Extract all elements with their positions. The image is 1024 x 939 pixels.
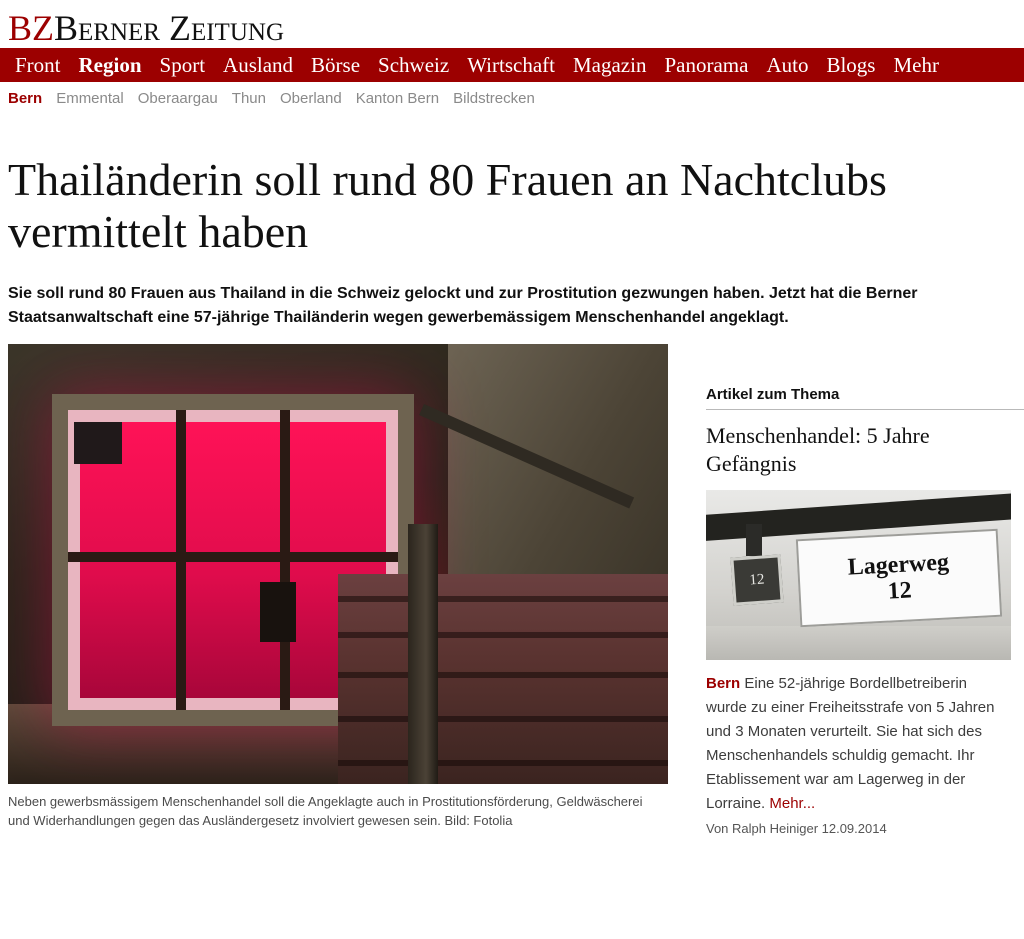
- related-article-byline: Von Ralph Heiniger 12.09.2014: [706, 821, 887, 836]
- related-image-lower-wall: [706, 626, 1011, 660]
- image-stair-step: [338, 760, 668, 766]
- article-lead-image: [8, 344, 668, 784]
- related-article-teaser-text: Eine 52-jährige Bordellbetreiberin wurde zu einer Freiheitsstrafe von 5 Jahren und 3 Monaten verurteilt. Sie hat sich des Menschenhandels schuldig gemacht. Ihr Etablissement war am Lagerweg in der Lorraine.: [706, 675, 995, 812]
- related-article-image[interactable]: [706, 490, 1011, 660]
- nav-item-ausland[interactable]: Ausland: [223, 53, 294, 77]
- article-content: [0, 154, 1024, 838]
- related-article-headline[interactable]: Menschenhandel: 5 Jahre Gefängnis: [706, 423, 930, 476]
- image-stair-step: [338, 596, 668, 602]
- nav-item-panorama[interactable]: Panorama: [664, 53, 749, 77]
- nav-item-boerse[interactable]: Börse: [311, 53, 361, 77]
- nav-item-wirtschaft[interactable]: Wirtschaft: [467, 53, 555, 77]
- subnav-item-thun[interactable]: Thun: [231, 89, 266, 107]
- related-image-street-sign: [796, 529, 1002, 627]
- image-wall-plate: [74, 422, 122, 464]
- subnav-item-bildstrecken[interactable]: Bildstrecken: [453, 89, 535, 107]
- related-article-teaser: [706, 672, 1011, 816]
- image-caption: Neben gewerbsmässigem Menschenhandel soll die Angeklagte auch in Prostitutionsförderung, Geldwäscherei und Widerhandlungen gegen das Ausländergesetz involviert gewesen sein. Bild: Fotolia: [8, 794, 643, 828]
- sidebar-section-title: Artikel zum Thema: [706, 386, 1024, 410]
- nav-item-magazin[interactable]: Magazin: [572, 53, 647, 77]
- nav-item-schweiz[interactable]: Schweiz: [378, 53, 450, 77]
- nav-item-sport[interactable]: Sport: [159, 53, 206, 77]
- street-sign-line-1: Lagerweg: [847, 549, 950, 581]
- article-main-column: [8, 344, 668, 838]
- logo-name: Berner Zeitung: [54, 8, 284, 48]
- article-lead: Sie soll rund 80 Frauen aus Thailand in die Schweiz gelockt und zur Prostitution gezwungen haben. Jetzt hat die Berner Staatsanwaltschaft eine 57-jährige Thailänderin wegen gewerbemässigem Menschenhandel angeklagt.: [8, 285, 918, 326]
- subnav-item-oberaargau[interactable]: Oberaargau: [137, 89, 218, 107]
- nav-item-blogs[interactable]: Blogs: [826, 53, 876, 77]
- body-columns: [8, 344, 1016, 838]
- subnav-item-bern[interactable]: Bern: [8, 89, 43, 107]
- nav-item-region[interactable]: Region: [78, 53, 142, 77]
- related-image-lamp: [746, 524, 762, 556]
- sub-navigation[interactable]: [0, 82, 1024, 112]
- sidebar: [706, 344, 1024, 838]
- nav-item-auto[interactable]: Auto: [766, 53, 809, 77]
- main-navigation[interactable]: [0, 48, 1024, 82]
- subnav-item-oberland[interactable]: Oberland: [279, 89, 342, 107]
- image-stair-step: [338, 716, 668, 722]
- nav-item-mehr[interactable]: Mehr: [893, 53, 939, 77]
- nav-item-front[interactable]: Front: [15, 53, 61, 77]
- related-article-more-link[interactable]: Mehr...: [769, 795, 816, 812]
- masthead: [0, 0, 1024, 48]
- image-stair-step: [338, 632, 668, 638]
- image-dark-box: [260, 582, 296, 642]
- street-sign-line-2: 12: [887, 577, 913, 605]
- subnav-item-kanton-bern[interactable]: Kanton Bern: [355, 89, 440, 107]
- image-stairs: [338, 574, 668, 784]
- subnav-item-emmental[interactable]: Emmental: [56, 89, 124, 107]
- image-newel-post: [408, 524, 438, 784]
- image-stair-step: [338, 672, 668, 678]
- related-article-dateline: Bern: [706, 675, 741, 692]
- logo-initials: BZ: [8, 8, 55, 48]
- related-image-house-number-plate: 12: [730, 554, 783, 605]
- article-headline: Thailänderin soll rund 80 Frauen an Nachtclubs vermittelt haben: [8, 154, 887, 257]
- site-logo[interactable]: [8, 8, 1024, 48]
